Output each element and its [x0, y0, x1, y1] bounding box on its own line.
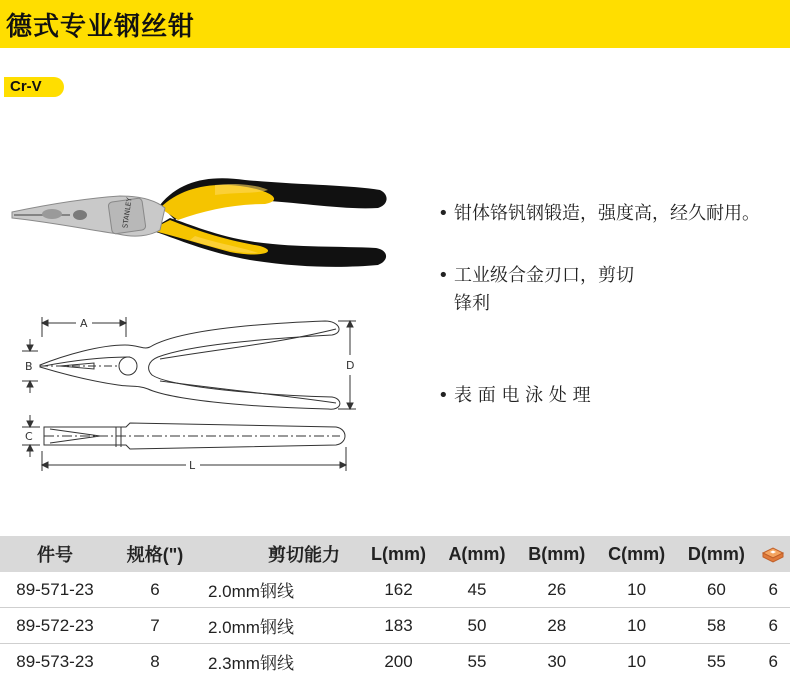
- cell-package: 6: [756, 608, 790, 644]
- table-row: [0, 608, 790, 644]
- col-header-model: 件号: [37, 545, 73, 565]
- table-row: [0, 572, 790, 608]
- cell-a: 45: [437, 572, 517, 608]
- col-header-a: A(mm): [448, 543, 506, 564]
- cell-package: 6: [756, 572, 790, 608]
- dimension-drawing: [20, 315, 360, 475]
- cell-size: 7: [110, 608, 200, 644]
- col-header-b: B(mm): [528, 543, 586, 564]
- cell-c: 10: [597, 608, 677, 644]
- dim-label-b: B: [25, 360, 33, 373]
- bullet-icon: •: [438, 203, 449, 224]
- cell-c: 10: [597, 572, 677, 608]
- col-header-package: [756, 536, 790, 572]
- spec-table: [0, 536, 790, 679]
- cell-a: 50: [437, 608, 517, 644]
- pliers-photo: [10, 160, 390, 275]
- cell-b: 26: [517, 572, 597, 608]
- col-header-c: C(mm): [608, 543, 666, 564]
- cell-cutting: 2.0mm钢线: [200, 572, 360, 608]
- cell-model: 89-571-23: [0, 572, 110, 608]
- dim-label-c: C: [25, 430, 33, 443]
- cell-d: 58: [677, 608, 757, 644]
- cell-cutting: 2.3mm钢线: [208, 654, 294, 673]
- col-header-cutting: 剪切能力: [268, 545, 340, 565]
- cell-d: 55: [706, 651, 726, 671]
- col-header-size: 规格("): [126, 545, 184, 565]
- table-header-row: [0, 536, 790, 572]
- material-badge: [4, 77, 64, 97]
- dim-label-l: L: [189, 459, 196, 472]
- bullet-icon: •: [438, 265, 449, 286]
- title-bar: [0, 0, 790, 48]
- cell-l: 200: [384, 651, 413, 671]
- cell-l: 183: [360, 608, 437, 644]
- brand-text: STANLEY: [121, 197, 134, 229]
- col-header-l: L(mm): [371, 543, 427, 564]
- cell-c: 10: [627, 651, 647, 671]
- table-row: [0, 644, 790, 680]
- cell-size: 6: [110, 572, 200, 608]
- cell-size: 8: [150, 651, 160, 671]
- dim-label-d: D: [346, 359, 355, 372]
- cell-l: 162: [360, 572, 437, 608]
- cell-a: 55: [467, 651, 487, 671]
- page-title: 德式专业钢丝钳: [6, 12, 196, 42]
- cell-package: 6: [768, 651, 778, 671]
- feature-text: 表 面 电 泳 处 理: [454, 385, 591, 406]
- cell-model: 89-573-23: [16, 651, 94, 671]
- cell-b: 30: [547, 651, 567, 671]
- dim-label-a: A: [80, 317, 88, 330]
- cell-b: 28: [517, 608, 597, 644]
- cell-d: 60: [677, 572, 757, 608]
- cell-cutting: 2.0mm钢线: [200, 608, 360, 644]
- feature-text: 钳体铬钒钢锻造，强度高，经久耐用。: [454, 203, 760, 224]
- material-badge-label: Cr-V: [10, 78, 42, 95]
- feature-text: 工业级合金刃口，剪切锋利: [454, 265, 634, 314]
- box-icon: [761, 547, 785, 563]
- cell-model: 89-572-23: [0, 608, 110, 644]
- bullet-icon: •: [438, 385, 449, 406]
- col-header-d: D(mm): [687, 543, 745, 564]
